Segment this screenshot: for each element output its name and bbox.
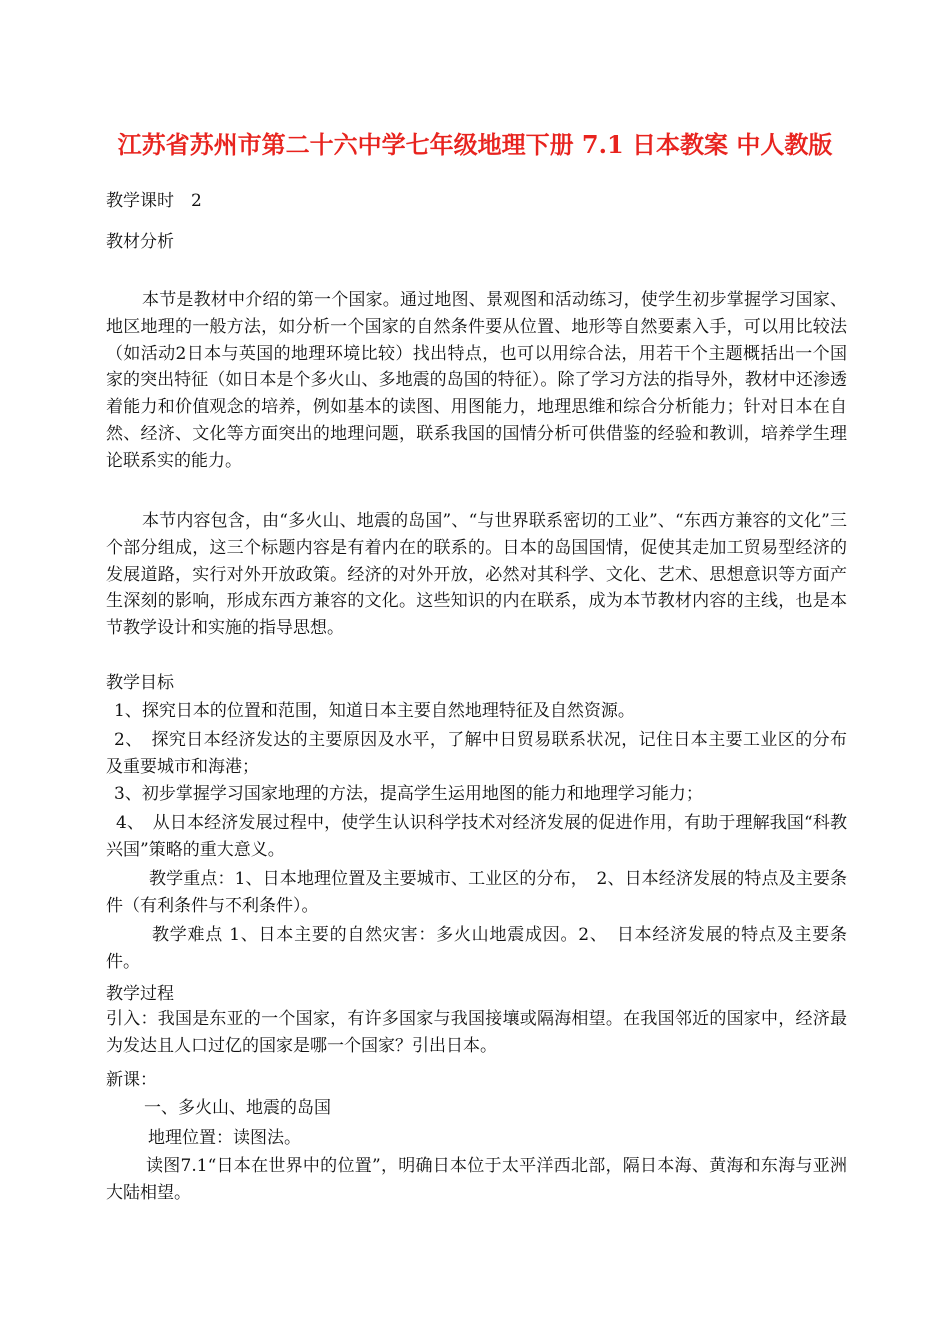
document-title: 江苏省苏州市第二十六中学七年级地理下册 7.1 日本教案 中人教版 [117,130,833,159]
analysis-heading: 教材分析 [106,232,174,252]
read-map-paragraph: 读图7.1“日本在世界中的位置”，明确日本位于太平洋西北部，隔日本海、黄海和东海与亚洲大陆相望。 [106,1156,847,1203]
goal-item-2: 2、 探究日本经济发达的主要原因及水平，了解中日贸易联系状况，记住日本主要工业区的分布及重要城市和海港； [106,730,847,777]
difficulties: 教学难点 1、日本主要的自然灾害：多火山地震成因。2、 日本经济发展的特点及主要条件。 [106,925,847,972]
intro-paragraph: 引入：我国是东亚的一个国家，有许多国家与我国接壤或隔海相望。在我国邻近的国家中，经济最为发达且人口过亿的国家是哪一个国家？引出日本。 [106,1009,847,1056]
goal-item-1: 1、探究日本的位置和范围，知道日本主要自然地理特征及自然资源。 [114,701,635,721]
class-hours-label: 教学课时 2 [106,191,202,211]
analysis-paragraph-1: 本节是教材中介绍的第一个国家。通过地图、景观图和活动练习，使学生初步掌握学习国家、地区地理的一般方法，如分析一个国家的自然条件要从位置、地形等自然要素入手，可以用比较法（如活动2日本与英国的地理环境比较）找出特点，也可以用综合法，用若干个主题概括出一个国家的突出特征（如日本是个多火山、多地震的岛国的特征）。除了学习方法的指导外，教材中还渗透着能力和价值观念的培养，例如基本的读图、用图能力，地理思维和综合分析能力；针对日本在自然、经济、文化等方面突出的地理问题，联系我国的国情分析可供借鉴的经验和教训，培养学生理论联系实的能力。 [106,290,847,471]
key-points: 教学重点：1、日本地理位置及主要城市、工业区的分布， 2、日本经济发展的特点及主要条件（有利条件与不利条件）。 [106,869,847,916]
goal-item-4: 4、 从日本经济发展过程中，使学生认识科学技术对经济发展的促进作用，有助于理解我国“科教兴国”策略的重大意义。 [106,813,847,860]
location-line: 地理位置：读图法。 [148,1128,301,1148]
new-lesson-label: 新课： [106,1070,157,1090]
analysis-paragraph-2: 本节内容包含，由“多火山、地震的岛国”、“与世界联系密切的工业”、“东西方兼容的文化”三个部分组成，这三个标题内容是有着内在的联系的。日本的岛国国情，促使其走加工贸易型经济的发展道路，实行对外开放政策。经济的对外开放，必然对其科学、文化、艺术、思想意识等方面产生深刻的影响，形成东西方兼容的文化。这些知识的内在联系，成为本节教材内容的主线，也是本节教学设计和实施的指导思想。 [106,511,847,639]
process-heading: 教学过程 [106,984,174,1004]
goal-item-3: 3、初步掌握学习国家地理的方法，提高学生运用地图的能力和地理学习能力； [114,784,703,804]
goals-heading: 教学目标 [106,673,174,693]
section-heading-1: 一、多火山、地震的岛国 [144,1098,331,1118]
